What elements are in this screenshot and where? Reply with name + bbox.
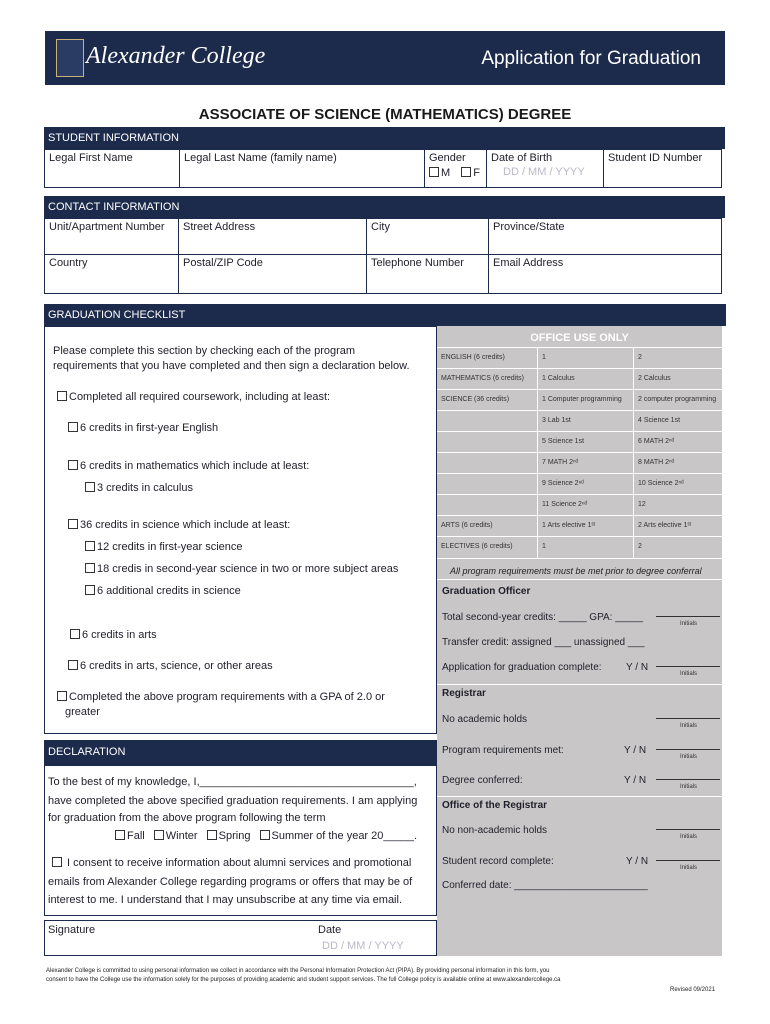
cell-1[interactable]: 9 Science 2ⁿᵈ [542,480,584,487]
postal-label: Postal/ZIP Code [183,257,263,269]
page-title: ASSOCIATE OF SCIENCE (MATHEMATICS) DEGREE [198,106,572,123]
signature-label: Signature [48,924,96,936]
row-label: SCIENCE (36 credits) [441,396,510,403]
table-row [437,431,722,453]
table-row [437,410,722,432]
unit-label: Unit/Apartment Number [49,221,165,233]
first-name-field[interactable] [44,149,180,188]
checklist-item[interactable] [70,629,157,641]
signature-field[interactable] [44,941,314,955]
fall-label: Fall [127,830,145,842]
email-field[interactable] [488,254,722,294]
unit-field[interactable] [44,218,179,255]
initials-line[interactable] [656,749,720,750]
item-label-cont: greater [65,706,100,718]
initials-line[interactable] [656,860,720,861]
winter-checkbox[interactable] [154,830,164,840]
gender-f-label: F [473,167,480,179]
checkbox-icon[interactable] [70,629,80,639]
last-name-field[interactable] [179,149,425,188]
cell-1[interactable]: 5 Science 1st [542,438,585,445]
checkbox-icon[interactable] [85,482,95,492]
consent-text-1: I consent to receive information about alumni services and promotional [64,857,412,869]
cell-1[interactable]: 1 [542,354,546,361]
date-label: Date [318,924,342,936]
cell-2[interactable]: 4 Science 1st [638,417,681,424]
initials-line[interactable] [656,829,720,830]
date-placeholder[interactable]: DD / MM / YYYY [322,940,404,952]
checklist-item[interactable] [57,691,385,703]
crest-icon [56,39,84,77]
cell-1[interactable]: 7 MATH 2ⁿᵈ [542,459,579,466]
yn-label: Y / N [624,745,647,756]
summer-checkbox[interactable] [260,830,270,840]
revised-date: Revised 09/2021 [670,987,716,993]
email-label: Email Address [493,257,564,269]
street-label: Street Address [183,221,256,233]
item-label: Completed all required coursework, including at least: [69,391,331,403]
student-id-label: Student ID Number [608,152,703,164]
checkbox-icon[interactable] [57,691,67,701]
consent-checkbox[interactable] [52,857,62,867]
fall-checkbox[interactable] [115,830,125,840]
cell-1[interactable]: 1 [542,543,546,550]
cell-2[interactable]: 10 Science 2ⁿᵈ [638,480,684,487]
city-label: City [371,221,390,233]
phone-field[interactable] [366,254,489,294]
initials-label: Initials [680,865,698,871]
table-row [437,347,722,369]
row-label [437,474,537,495]
contact-info-header [44,196,725,218]
declaration-line-2: have completed the above specified graduation requirements. I am applying [48,795,418,807]
checklist-item[interactable] [85,482,193,494]
office-registrar-heading: Office of the Registrar [442,800,548,811]
office-note: All program requirements must be met prior to degree conferral [450,566,702,576]
country-label: Country [49,257,88,269]
yn-label: Y / N [626,662,649,673]
college-logo [48,33,266,83]
student-id-field[interactable] [603,149,722,188]
prog-met-label: Program requirements met: [442,745,564,756]
checkbox-icon[interactable] [57,391,67,401]
city-field[interactable] [366,218,489,255]
consent-line-3: interest to me. I understand that I may unsubscribe at any time via email. [48,894,403,906]
office-use-title: OFFICE USE ONLY [530,332,629,344]
cell-2[interactable]: 2 Calculus [638,375,671,382]
item-label: 6 credits in mathematics which include at least: [80,460,310,472]
checkbox-icon[interactable] [68,519,78,529]
checklist-intro-2: requirements that you have completed and then sign a declaration below. [53,360,410,372]
row-label: ARTS (6 credits) [441,522,493,529]
table-row [437,494,722,516]
consent-line-2: emails from Alexander College regarding programs or offers that may be of [48,876,413,888]
checkbox-icon[interactable] [68,422,78,432]
province-label: Province/State [493,221,565,233]
college-name: Alexander College [86,43,266,69]
cell-1[interactable]: 11 Science 2ⁿᵈ [542,501,588,508]
cell-2[interactable]: 6 MATH 2ⁿᵈ [638,438,675,445]
checkbox-icon[interactable] [85,563,95,573]
table-row [437,389,722,411]
checklist-item[interactable] [85,585,241,597]
form-title: Application for Graduation [481,48,701,69]
declaration-title: DECLARATION [48,746,126,758]
checklist-header [44,304,726,326]
checklist-item[interactable] [68,422,218,434]
app-complete-label: Application for graduation complete: [442,662,602,673]
street-field[interactable] [178,218,367,255]
row-label: MATHEMATICS (6 credits) [441,375,524,382]
registrar-heading: Registrar [442,688,486,699]
row-label: ENGLISH (6 credits) [441,354,505,361]
initials-label: Initials [680,621,698,627]
country-field[interactable] [44,254,179,294]
row-label [437,411,537,432]
total-second-year: Total second-year credits: _____ GPA: _____ [442,612,644,623]
row-label [437,453,537,474]
initials-label: Initials [680,784,698,790]
table-row [437,515,722,537]
no-holds-label: No academic holds [442,714,528,725]
gender-m-label: M [441,167,451,179]
student-info-header [44,127,725,149]
dob-field[interactable] [486,149,604,188]
checklist-intro-1: Please complete this section by checking each of the program [53,345,356,357]
consent-line-1 [52,857,411,869]
yn-label: Y / N [624,775,647,786]
yn-label: Y / N [626,856,649,867]
checklist-item[interactable] [85,563,398,575]
contact-info-title: CONTACT INFORMATION [48,201,180,213]
record-complete-label: Student record complete: [442,856,554,867]
table-row [437,473,722,495]
no-nonacad-label: No non-academic holds [442,825,548,836]
declaration-line-3: for graduation from the above program following the term [48,812,326,824]
table-row [437,452,722,474]
degree-conf-label: Degree conferred: [442,775,523,786]
item-label: 6 credits in arts [82,629,157,641]
cell-2[interactable]: 8 MATH 2ⁿᵈ [638,459,675,466]
initials-line[interactable] [656,616,720,617]
spring-label: Spring [218,830,251,842]
dob-placeholder: DD / MM / YYYY [503,166,585,178]
declaration-line-1: To the best of my knowledge, I,___________________________________, [48,776,417,788]
row-label: ELECTIVES (6 credits) [441,543,513,550]
first-name-label: Legal First Name [49,152,133,164]
checklist-item[interactable] [68,660,273,672]
term-options [115,830,417,842]
initials-label: Initials [680,834,698,840]
item-label: 6 credits in arts, science, or other areas [80,660,273,672]
gender-f-checkbox[interactable] [461,167,471,177]
cell-1[interactable]: 1 Arts elective 1ˢᵗ [542,522,596,529]
table-row [437,368,722,390]
initials-label: Initials [680,671,698,677]
table-row [437,536,722,559]
cell-2[interactable]: 12 [638,501,646,508]
phone-label: Telephone Number [371,257,464,269]
checkbox-icon[interactable] [68,460,78,470]
summer-label: Summer of the year 20_____. [271,830,418,842]
item-label: 3 credits in calculus [97,482,193,494]
dob-label: Date of Birth [491,152,553,164]
checkbox-icon[interactable] [68,660,78,670]
postal-field[interactable] [178,254,367,294]
row-label [437,495,537,516]
cell-2[interactable]: 2 [638,354,642,361]
initials-line[interactable] [656,779,720,780]
checklist-item[interactable] [85,541,243,553]
cell-2[interactable]: 2 Arts elective 1ˢᵗ [638,522,692,529]
province-field[interactable] [488,218,722,255]
cell-1[interactable]: 3 Lab 1st [542,417,571,424]
last-name-label: Legal Last Name (family name) [184,152,337,164]
item-label: 18 credis in second-year science in two or more subject areas [97,563,399,575]
cell-2[interactable]: 2 [638,543,642,550]
gender-field [424,149,487,188]
cell-1[interactable]: 1 Calculus [542,375,575,382]
declaration-header [44,740,437,765]
spring-checkbox[interactable] [207,830,217,840]
cell-1[interactable]: 1 Computer programming [542,396,622,403]
transfer-credit: Transfer credit: assigned ___ unassigned ___ [442,637,645,648]
item-label: 12 credits in first-year science [97,541,243,553]
initials-label: Initials [680,723,698,729]
checkbox-icon[interactable] [85,585,95,595]
winter-label: Winter [165,830,198,842]
grad-officer-heading: Graduation Officer [442,586,531,597]
checkbox-icon[interactable] [85,541,95,551]
checklist-item[interactable] [68,519,290,531]
gender-label: Gender [429,152,466,164]
footer-line-2: consent to have the College use the information solely for the purposes of providing academic and student support services. The full College policy is available online at www.alexandercollege.ca [46,977,561,983]
initials-line[interactable] [656,666,720,667]
conferred-date[interactable]: Conferred date: ________________________ [442,880,648,891]
item-label: 6 credits in first-year English [80,422,219,434]
item-label: Completed the above program requirements with a GPA of 2.0 or [69,691,385,703]
initials-line[interactable] [656,718,720,719]
cell-2[interactable]: 2 computer programming [638,396,717,403]
checklist-title: GRADUATION CHECKLIST [48,309,186,321]
checklist-item[interactable] [68,460,309,472]
student-info-title: STUDENT INFORMATION [48,132,179,144]
item-label: 6 additional credits in science [97,585,241,597]
footer-line-1: Alexander College is committed to using personal information we collect in accordance with the Personal Information Protection Act (PIPA). By providing personal information in this form, you [46,968,550,974]
initials-label: Initials [680,754,698,760]
row-label [437,432,537,453]
gender-m-checkbox[interactable] [429,167,439,177]
item-label: 36 credits in science which include at least: [80,519,291,531]
checklist-item[interactable] [57,391,330,403]
